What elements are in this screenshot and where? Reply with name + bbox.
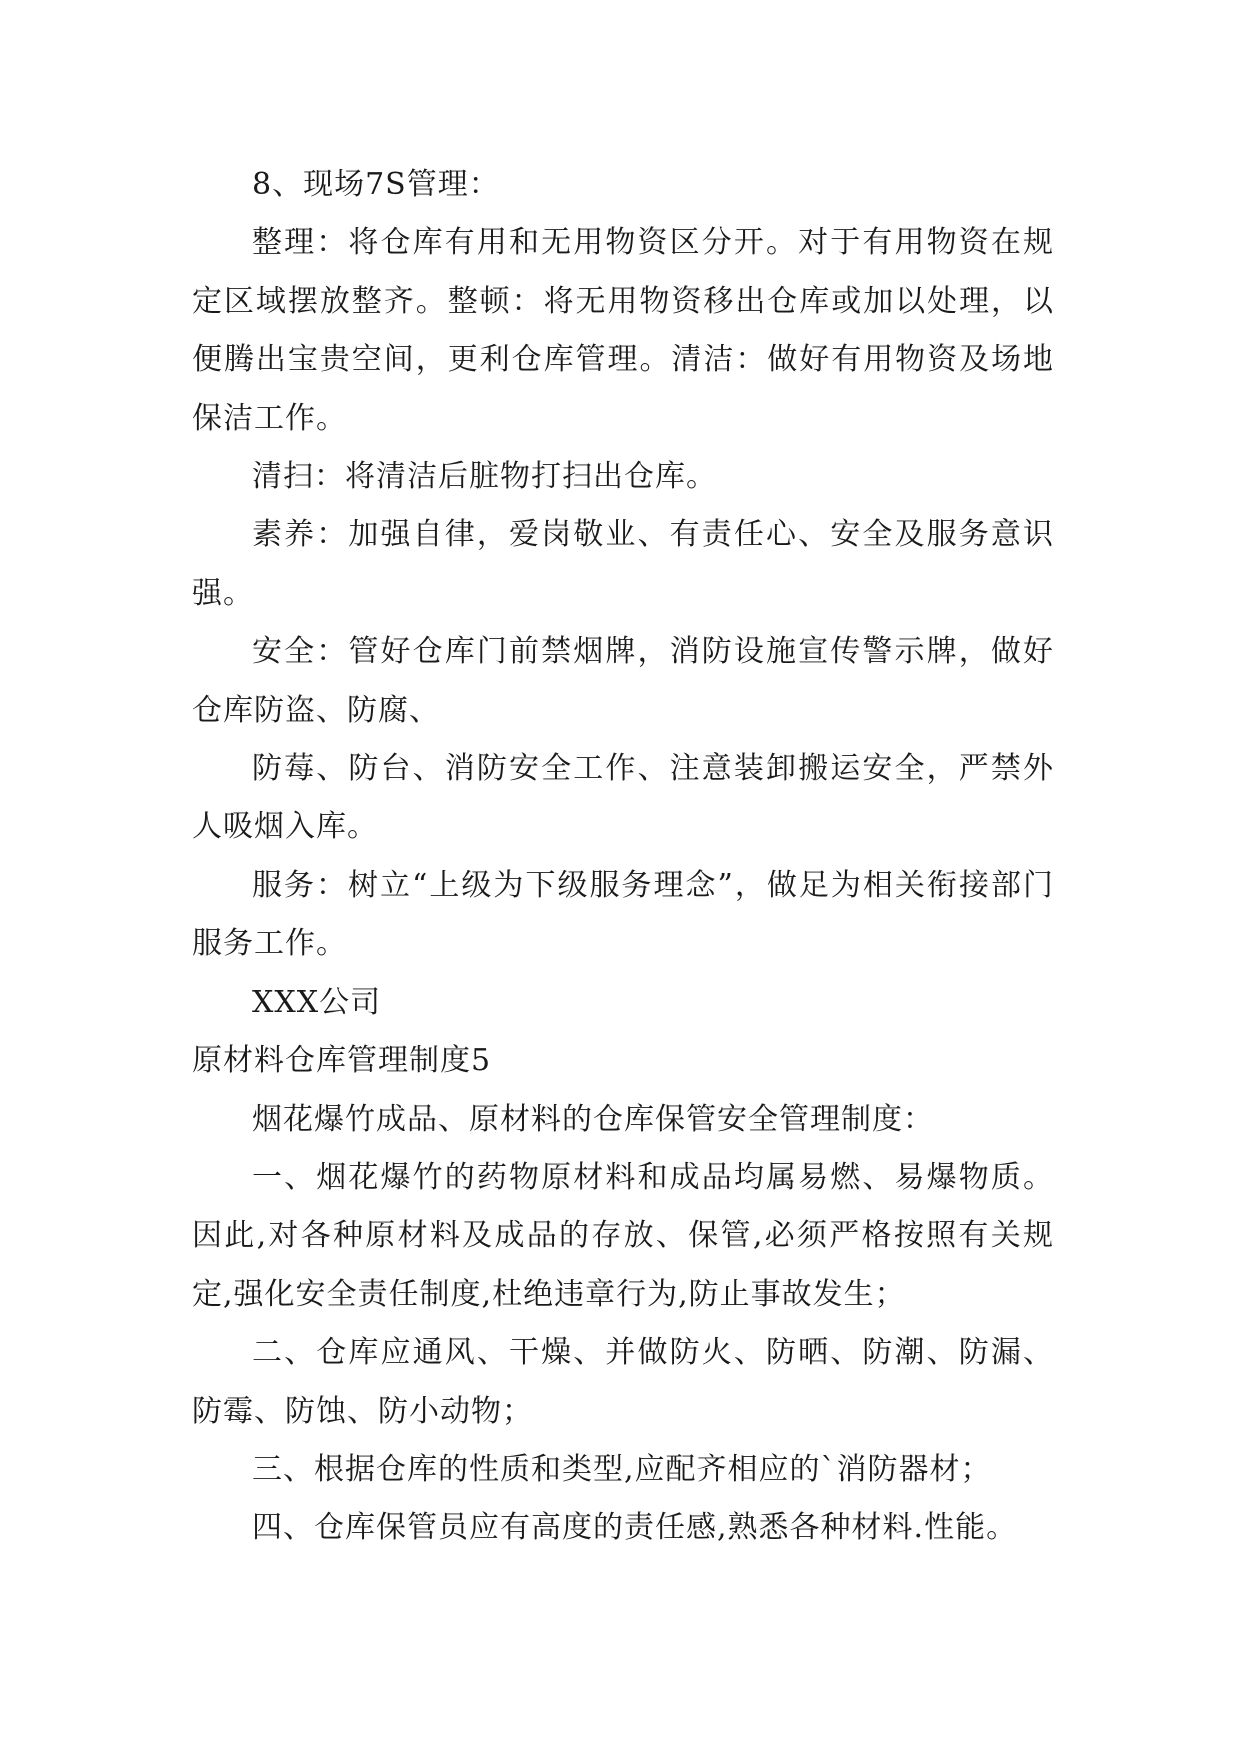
paragraph-item-1: 一、烟花爆竹的药物原材料和成品均属易燃、易爆物质。因此,对各种原材料及成品的存放、保管,必须严格按照有关规定,强化安全责任制度,杜绝违章行为,防止事故发生； [192,1159,1054,1312]
paragraph-item-3: 三、根据仓库的性质和类型,应配齐相应的`消防器材； [252,1451,992,1487]
document-body [192,156,1054,1558]
paragraph-sort-arrange: 整理：将仓库有用和无用物资区分开。对于有用物资在规定区域摆放整齐。整顿：将无用物资移出仓库或加以处理，以便腾出宝贵空间，更利仓库管理。清洁：做好有用物资及场地保洁工作。 [192,225,1054,436]
paragraph-discipline: 素养：加强自律，爱岗敬业、有责任心、安全及服务意识强。 [192,517,1054,611]
paragraph-safety-continued: 防莓、防台、消防安全工作、注意装卸搬运安全，严禁外人吸烟入库。 [192,751,1054,845]
paragraph-safety: 安全：管好仓库门前禁烟牌，消防设施宣传警示牌，做好仓库防盗、防腐、 [192,634,1054,728]
paragraph-intro: 烟花爆竹成品、原材料的仓库保管安全管理制度： [252,1101,934,1137]
company-signature: XXX公司 [252,984,382,1020]
paragraph-item-4: 四、仓库保管员应有高度的责任感,熟悉各种材料.性能。 [252,1510,1018,1546]
section-title: 原材料仓库管理制度5 [192,1043,492,1079]
paragraph-sweep: 清扫：将清洁后脏物打扫出仓库。 [252,459,717,495]
paragraph-service: 服务：树立“上级为下级服务理念”，做足为相关衔接部门服务工作。 [192,867,1054,962]
paragraph-item-2: 二、仓库应通风、干燥、并做防火、防晒、防潮、防漏、防霉、防蚀、防小动物； [192,1335,1054,1429]
section-heading-7s: 8、现场7S管理： [252,167,500,202]
